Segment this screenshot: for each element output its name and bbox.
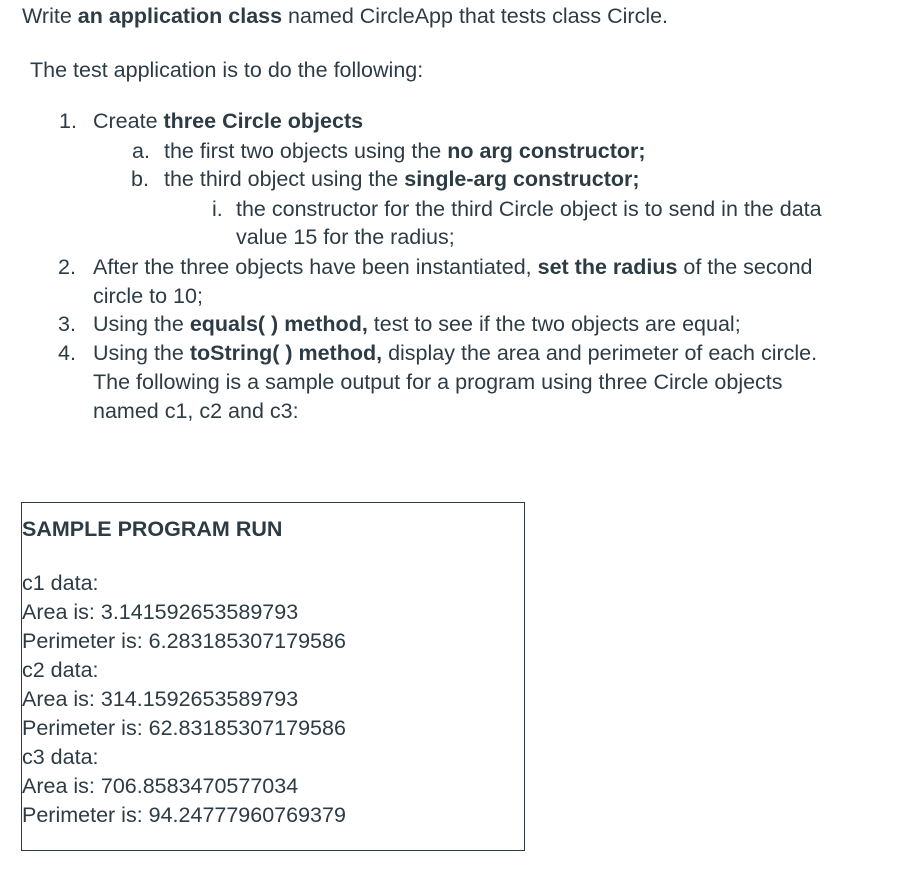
sample-line: c2 data: [22,658,99,682]
sample-line: Perimeter is: 62.83185307179586 [22,716,346,740]
step-2-number: 2. [58,255,76,279]
step-a-text: the first two objects using the no arg constructor; [164,139,646,163]
step-1-text: Create three Circle objects [93,109,364,133]
sample-line: Area is: 706.8583470577034 [22,774,299,798]
step-4-text-line2: The following is a sample output for a program using three Circle objects [93,370,783,394]
step-2-text-line1: After the three objects have been instantiated, set the radius of the second [93,255,813,279]
intro-line: Write an application class named CircleApp that tests class Circle. [22,4,669,28]
step-4-number: 4. [58,341,76,365]
step-4-text-line1: Using the toString( ) method, display the area and perimeter of each circle. [93,341,818,365]
step-i-text-line1: the constructor for the third Circle object is to send in the data [236,197,822,221]
sample-line: Area is: 3.141592653589793 [22,600,299,624]
step-b-marker: b. [131,167,149,191]
step-i-marker: i. [212,197,223,221]
step-3-number: 3. [58,312,76,336]
step-b-text: the third object using the single-arg constructor; [164,167,640,191]
step-2-text-line2: circle to 10; [93,284,203,308]
sample-title: SAMPLE PROGRAM RUN [22,517,283,541]
sample-line: c1 data: [22,571,99,595]
step-1-number: 1. [59,109,77,133]
test-intro-line: The test application is to do the following: [30,58,424,82]
sample-output-lines [22,569,346,830]
step-3-text: Using the equals( ) method, test to see if the two objects are equal; [93,312,741,336]
step-i-text-line2: value 15 for the radius; [236,225,455,249]
sample-line: Area is: 314.1592653589793 [22,687,299,711]
step-a-marker: a. [132,139,150,163]
sample-line: Perimeter is: 6.283185307179586 [22,629,346,653]
sample-output-box [21,502,525,851]
sample-line: c3 data: [22,745,99,769]
sample-line: Perimeter is: 94.24777960769379 [22,803,346,827]
step-4-text-line3: named c1, c2 and c3: [93,399,299,423]
